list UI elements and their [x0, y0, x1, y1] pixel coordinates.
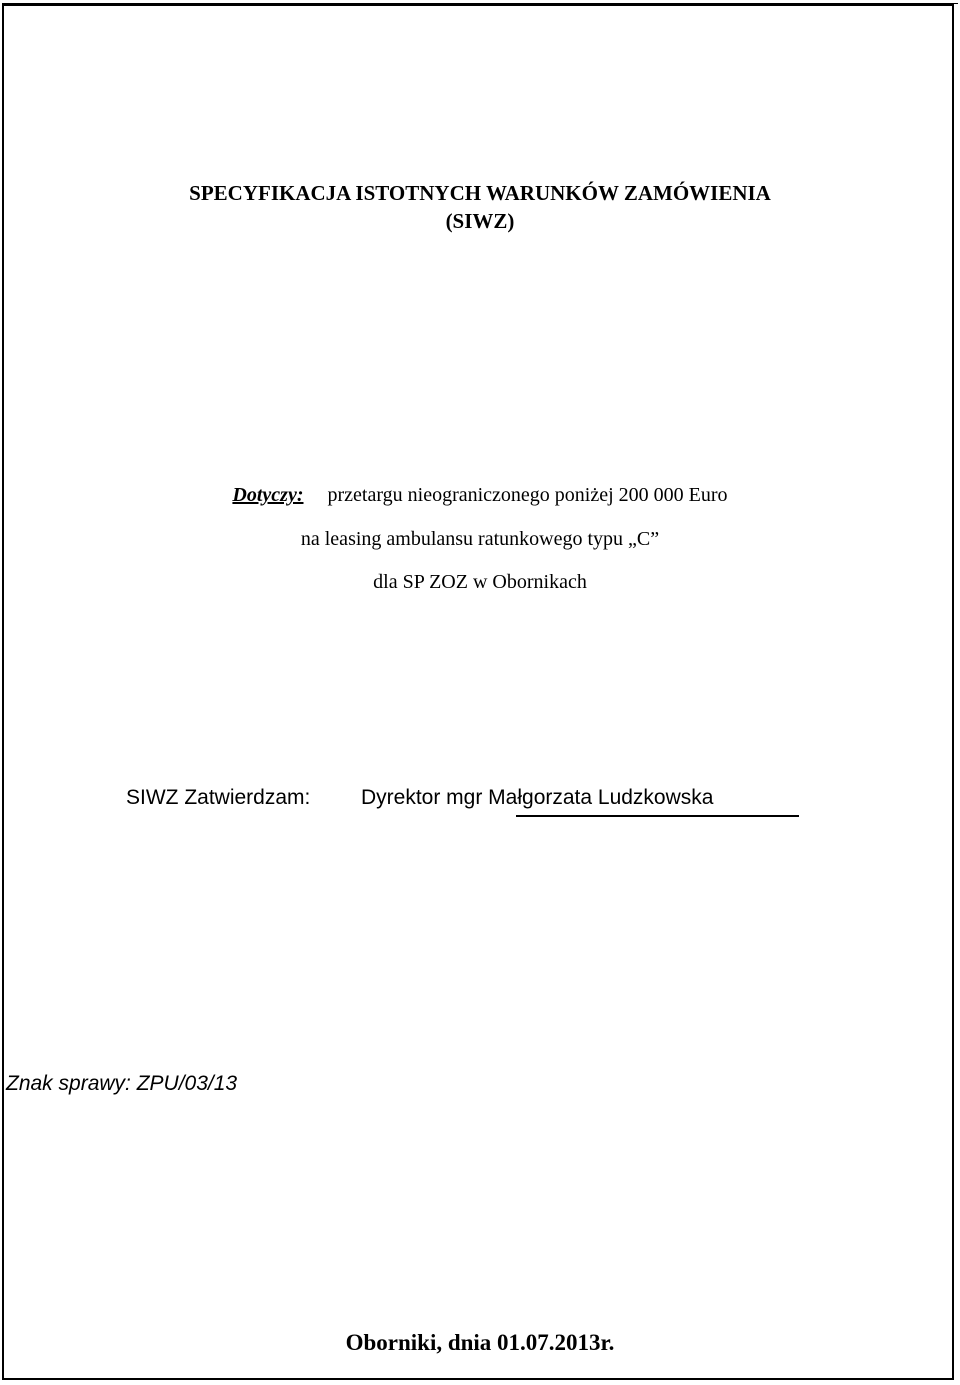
- subject-line-1: [0, 482, 960, 508]
- place-date: Oborniki, dnia 01.07.2013r.: [345, 1330, 615, 1355]
- approver-name: Dyrektor mgr Małgorzata Ludzkowska: [361, 786, 714, 809]
- subject-line-3: dla SP ZOZ w Obornikach: [373, 571, 587, 593]
- approval-label: SIWZ Zatwierdzam:: [126, 786, 311, 809]
- case-number: Znak sprawy: ZPU/03/13: [6, 1072, 238, 1095]
- document-title-abbreviation: (SIWZ): [445, 209, 515, 233]
- top-rule: [954, 3, 958, 4]
- signature-line: [516, 815, 799, 817]
- document-title: SPECYFIKACJA ISTOTNYCH WARUNKÓW ZAMÓWIENIA: [189, 181, 771, 205]
- subject-text-1: przetargu nieograniczonego poniżej 200 000 Euro: [327, 484, 728, 506]
- subject-line-2: na leasing ambulansu ratunkowego typu „C”: [300, 528, 660, 550]
- subject-label: Dotyczy:: [232, 484, 304, 506]
